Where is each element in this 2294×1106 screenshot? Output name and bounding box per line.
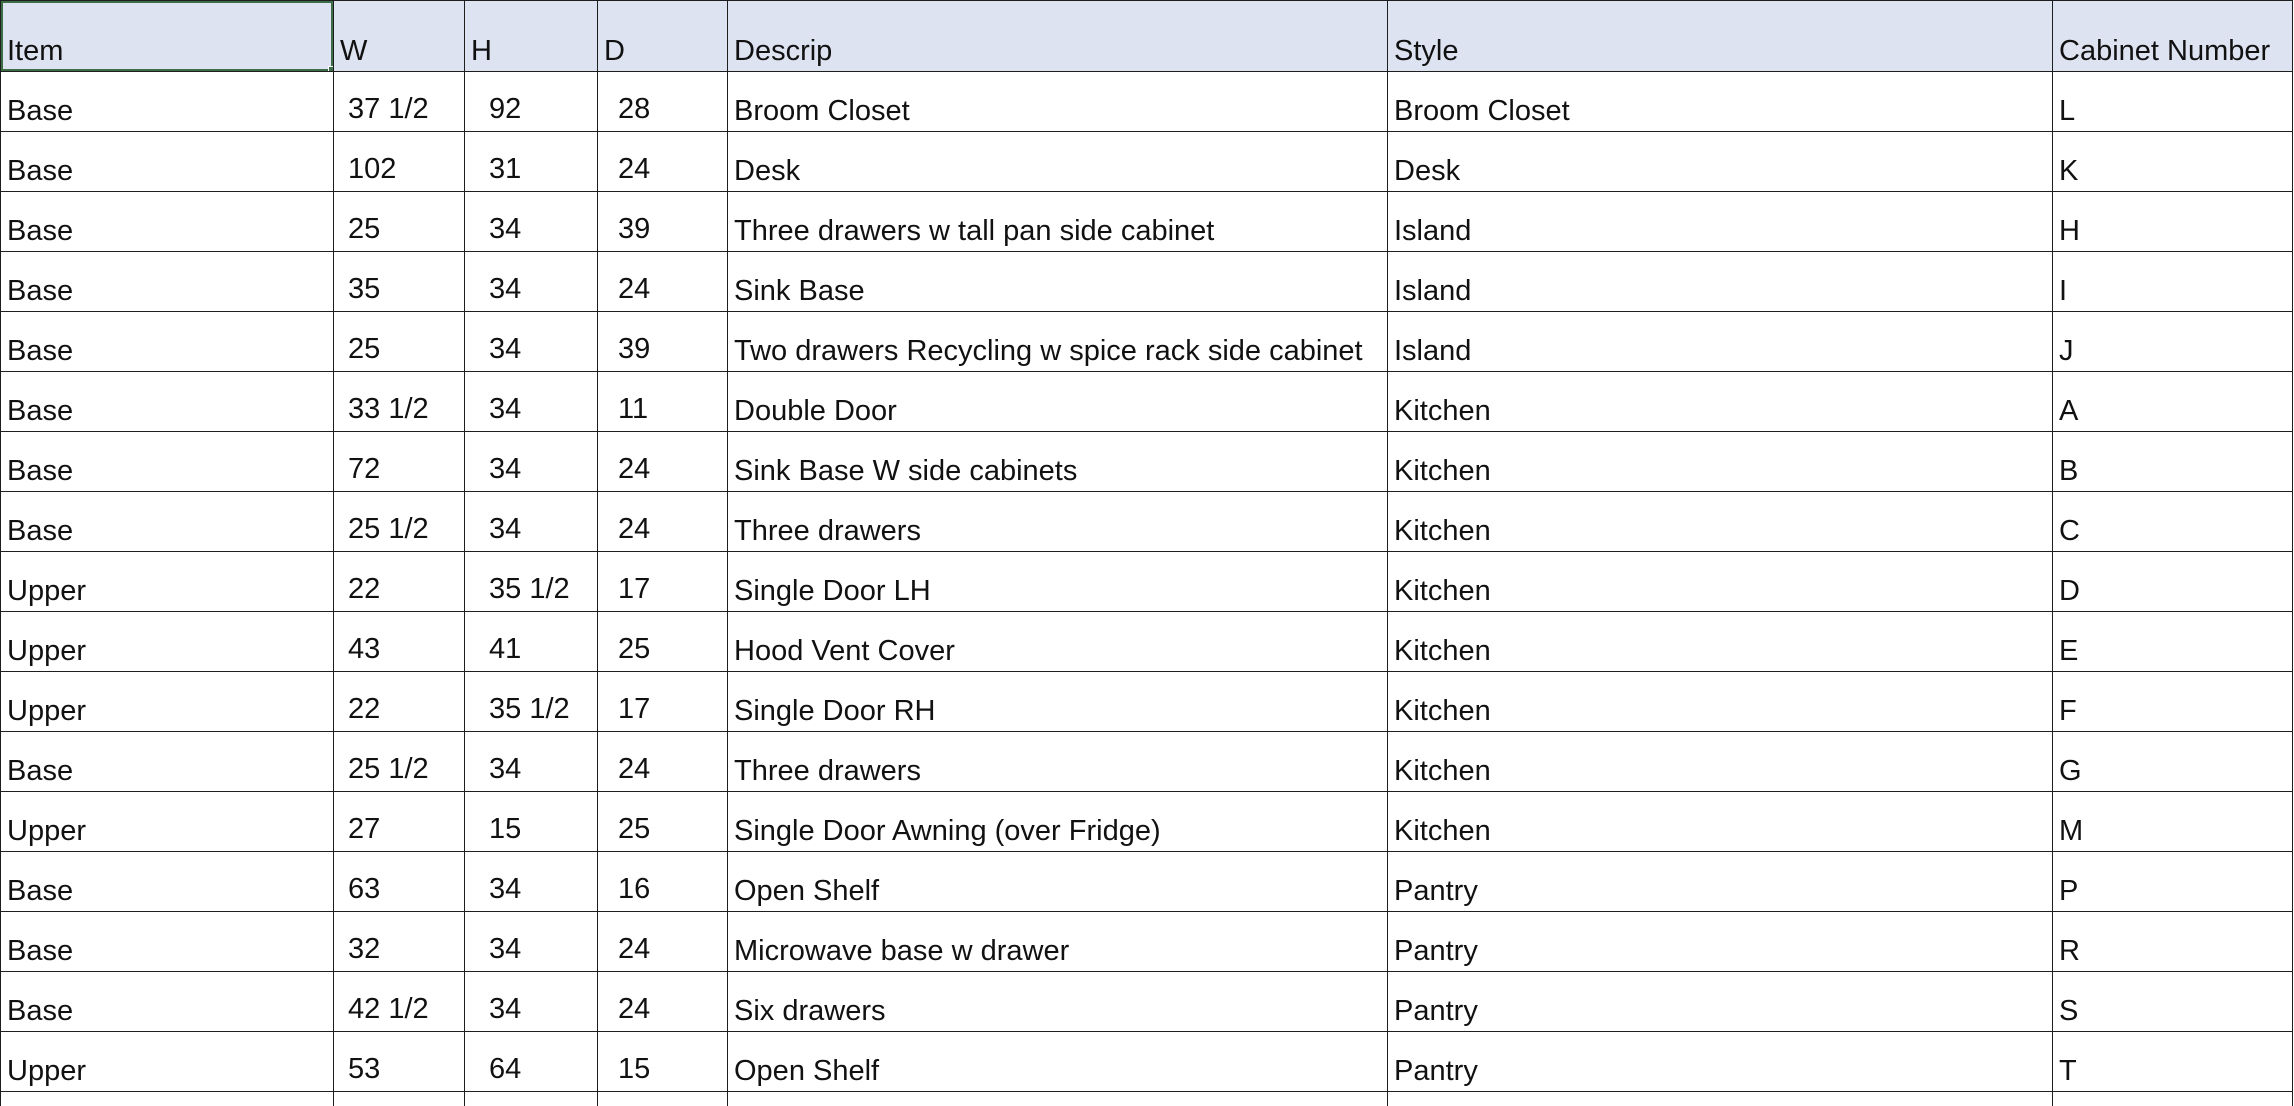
cell-value: Base bbox=[7, 852, 333, 911]
cell-cabinet-number[interactable] bbox=[2053, 72, 2293, 132]
cell-value: Pantry bbox=[1394, 1032, 2052, 1091]
cell-value: Base bbox=[7, 732, 333, 791]
cell-value: Three drawers w tall pan side cabinet bbox=[734, 192, 1387, 251]
empty-cell[interactable] bbox=[728, 1092, 1388, 1106]
cell-value: Kitchen bbox=[1394, 432, 2052, 491]
cell-value: Pantry bbox=[1394, 972, 2052, 1031]
cell-value: Base bbox=[7, 252, 333, 311]
cell-h[interactable] bbox=[465, 1032, 598, 1092]
header-cell-descrip[interactable] bbox=[728, 1, 1388, 72]
cell-style[interactable] bbox=[1388, 792, 2053, 852]
cell-value: 17 bbox=[598, 672, 727, 731]
cell-item[interactable] bbox=[1, 372, 334, 432]
cell-style[interactable] bbox=[1388, 612, 2053, 672]
table-row bbox=[1, 1032, 2293, 1092]
cell-value: 34 bbox=[465, 432, 597, 491]
empty-cell[interactable] bbox=[465, 1092, 598, 1106]
cell-style[interactable] bbox=[1388, 132, 2053, 192]
cell-descrip[interactable] bbox=[728, 432, 1388, 492]
cell-value: K bbox=[2059, 132, 2292, 191]
table-body bbox=[1, 1, 2293, 1106]
cell-w[interactable] bbox=[334, 612, 465, 672]
cell-descrip[interactable] bbox=[728, 132, 1388, 192]
table-row bbox=[1, 72, 2293, 132]
cell-cabinet-number[interactable] bbox=[2053, 732, 2293, 792]
cell-value: 24 bbox=[598, 132, 727, 191]
cell-h[interactable] bbox=[465, 552, 598, 612]
empty-cell[interactable] bbox=[334, 1092, 465, 1106]
empty-cell[interactable] bbox=[1, 1092, 334, 1106]
cell-descrip[interactable] bbox=[728, 312, 1388, 372]
header-label: W bbox=[334, 1, 464, 71]
cell-descrip[interactable] bbox=[728, 972, 1388, 1032]
cell-value: A bbox=[2059, 372, 2292, 431]
cell-value: Island bbox=[1394, 312, 2052, 371]
cell-value: Kitchen bbox=[1394, 792, 2052, 851]
cell-w[interactable] bbox=[334, 72, 465, 132]
cell-d[interactable] bbox=[598, 432, 728, 492]
cell-value: Single Door RH bbox=[734, 672, 1387, 731]
cell-cabinet-number[interactable] bbox=[2053, 912, 2293, 972]
cell-d[interactable] bbox=[598, 1032, 728, 1092]
cell-value: 25 1/2 bbox=[334, 732, 464, 791]
cell-w[interactable] bbox=[334, 372, 465, 432]
header-row bbox=[1, 1, 2293, 72]
cell-cabinet-number[interactable] bbox=[2053, 1032, 2293, 1092]
cell-value: S bbox=[2059, 972, 2292, 1031]
cell-value: Broom Closet bbox=[1394, 72, 2052, 131]
cell-value: C bbox=[2059, 492, 2292, 551]
cell-value: Pantry bbox=[1394, 912, 2052, 971]
cell-value: Upper bbox=[7, 612, 333, 671]
cell-value: Six drawers bbox=[734, 972, 1387, 1031]
cell-value: 35 1/2 bbox=[465, 672, 597, 731]
cell-h[interactable] bbox=[465, 132, 598, 192]
table-row bbox=[1, 492, 2293, 552]
cell-w[interactable] bbox=[334, 732, 465, 792]
cell-w[interactable] bbox=[334, 852, 465, 912]
table-row bbox=[1, 192, 2293, 252]
cell-value: 37 1/2 bbox=[334, 72, 464, 131]
cell-d[interactable] bbox=[598, 312, 728, 372]
cell-value: E bbox=[2059, 612, 2292, 671]
cell-style[interactable] bbox=[1388, 972, 2053, 1032]
cell-value: 27 bbox=[334, 792, 464, 851]
cell-value: 34 bbox=[465, 372, 597, 431]
cell-value: Pantry bbox=[1394, 852, 2052, 911]
cell-value: Desk bbox=[1394, 132, 2052, 191]
cell-item[interactable] bbox=[1, 852, 334, 912]
cell-d[interactable] bbox=[598, 672, 728, 732]
empty-cell[interactable] bbox=[1388, 1092, 2053, 1106]
cell-h[interactable] bbox=[465, 612, 598, 672]
cell-value: 33 1/2 bbox=[334, 372, 464, 431]
header-label: Style bbox=[1388, 1, 2052, 71]
cell-value: Island bbox=[1394, 192, 2052, 251]
cell-value: 92 bbox=[465, 72, 597, 131]
cell-cabinet-number[interactable] bbox=[2053, 252, 2293, 312]
cell-d[interactable] bbox=[598, 552, 728, 612]
cell-value: Single Door LH bbox=[734, 552, 1387, 611]
table-row bbox=[1, 552, 2293, 612]
cell-h[interactable] bbox=[465, 852, 598, 912]
cell-value: Kitchen bbox=[1394, 492, 2052, 551]
cell-w[interactable] bbox=[334, 792, 465, 852]
cell-value: Base bbox=[7, 972, 333, 1031]
cell-value: Open Shelf bbox=[734, 1032, 1387, 1091]
cell-h[interactable] bbox=[465, 672, 598, 732]
cell-value: 25 bbox=[334, 192, 464, 251]
cell-value: 63 bbox=[334, 852, 464, 911]
header-cell-cabinet-number[interactable] bbox=[2053, 1, 2293, 72]
cell-value: 22 bbox=[334, 672, 464, 731]
cell-cabinet-number[interactable] bbox=[2053, 432, 2293, 492]
cell-value: Base bbox=[7, 132, 333, 191]
cell-value: Kitchen bbox=[1394, 552, 2052, 611]
cell-item[interactable] bbox=[1, 912, 334, 972]
cell-style[interactable] bbox=[1388, 492, 2053, 552]
header-cell-d[interactable] bbox=[598, 1, 728, 72]
cell-item[interactable] bbox=[1, 252, 334, 312]
cell-h[interactable] bbox=[465, 492, 598, 552]
cell-descrip[interactable] bbox=[728, 732, 1388, 792]
header-cell-w[interactable] bbox=[334, 1, 465, 72]
cell-value: 34 bbox=[465, 192, 597, 251]
table-row bbox=[1, 312, 2293, 372]
cell-style[interactable] bbox=[1388, 252, 2053, 312]
header-cell-style[interactable] bbox=[1388, 1, 2053, 72]
cell-style[interactable] bbox=[1388, 912, 2053, 972]
cell-value: M bbox=[2059, 792, 2292, 851]
cell-cabinet-number[interactable] bbox=[2053, 132, 2293, 192]
cell-value: F bbox=[2059, 672, 2292, 731]
cell-item[interactable] bbox=[1, 312, 334, 372]
cell-value: 34 bbox=[465, 972, 597, 1031]
cell-w[interactable] bbox=[334, 552, 465, 612]
cell-d[interactable] bbox=[598, 132, 728, 192]
cell-value: 25 bbox=[334, 312, 464, 371]
cell-value: Double Door bbox=[734, 372, 1387, 431]
cell-descrip[interactable] bbox=[728, 72, 1388, 132]
cell-d[interactable] bbox=[598, 972, 728, 1032]
cell-value: 16 bbox=[598, 852, 727, 911]
table-row bbox=[1, 432, 2293, 492]
cell-value: 72 bbox=[334, 432, 464, 491]
cell-value: Base bbox=[7, 432, 333, 491]
cell-d[interactable] bbox=[598, 72, 728, 132]
cell-w[interactable] bbox=[334, 252, 465, 312]
cell-w[interactable] bbox=[334, 132, 465, 192]
cell-value: Base bbox=[7, 912, 333, 971]
cell-value: Base bbox=[7, 372, 333, 431]
cell-value: I bbox=[2059, 252, 2292, 311]
cell-item[interactable] bbox=[1, 192, 334, 252]
cell-value: 39 bbox=[598, 312, 727, 371]
cell-style[interactable] bbox=[1388, 732, 2053, 792]
cell-value: 15 bbox=[598, 1032, 727, 1091]
cell-value: G bbox=[2059, 732, 2292, 791]
cell-value: Three drawers bbox=[734, 492, 1387, 551]
cell-value: Hood Vent Cover bbox=[734, 612, 1387, 671]
cell-value: Kitchen bbox=[1394, 372, 2052, 431]
cell-w[interactable] bbox=[334, 312, 465, 372]
cell-value: 42 1/2 bbox=[334, 972, 464, 1031]
cell-descrip[interactable] bbox=[728, 672, 1388, 732]
cell-value: Upper bbox=[7, 792, 333, 851]
cell-value: Two drawers Recycling w spice rack side cabinet bbox=[734, 312, 1387, 371]
header-label: Item bbox=[1, 1, 333, 71]
cell-value: Kitchen bbox=[1394, 732, 2052, 791]
cell-value: J bbox=[2059, 312, 2292, 371]
cell-w[interactable] bbox=[334, 492, 465, 552]
cell-item[interactable] bbox=[1, 132, 334, 192]
cell-value: Sink Base bbox=[734, 252, 1387, 311]
cell-d[interactable] bbox=[598, 252, 728, 312]
cell-h[interactable] bbox=[465, 432, 598, 492]
cell-value: 41 bbox=[465, 612, 597, 671]
cell-descrip[interactable] bbox=[728, 552, 1388, 612]
cell-cabinet-number[interactable] bbox=[2053, 492, 2293, 552]
cell-value: 39 bbox=[598, 192, 727, 251]
cell-descrip[interactable] bbox=[728, 792, 1388, 852]
cell-value: 31 bbox=[465, 132, 597, 191]
header-cell-item[interactable] bbox=[1, 1, 334, 72]
table-row bbox=[1, 792, 2293, 852]
cell-value: 35 1/2 bbox=[465, 552, 597, 611]
cell-value: Kitchen bbox=[1394, 612, 2052, 671]
cell-value: 24 bbox=[598, 432, 727, 491]
cell-d[interactable] bbox=[598, 732, 728, 792]
cell-value: D bbox=[2059, 552, 2292, 611]
cell-value: 32 bbox=[334, 912, 464, 971]
cell-value: 17 bbox=[598, 552, 727, 611]
cell-style[interactable] bbox=[1388, 552, 2053, 612]
cell-value: 64 bbox=[465, 1032, 597, 1091]
cell-d[interactable] bbox=[598, 852, 728, 912]
cell-item[interactable] bbox=[1, 492, 334, 552]
cell-descrip[interactable] bbox=[728, 252, 1388, 312]
cell-h[interactable] bbox=[465, 192, 598, 252]
cell-descrip[interactable] bbox=[728, 1032, 1388, 1092]
cell-value: 34 bbox=[465, 912, 597, 971]
cell-d[interactable] bbox=[598, 792, 728, 852]
cell-cabinet-number[interactable] bbox=[2053, 792, 2293, 852]
cell-style[interactable] bbox=[1388, 72, 2053, 132]
cell-value: 24 bbox=[598, 252, 727, 311]
cell-descrip[interactable] bbox=[728, 492, 1388, 552]
cell-value: Base bbox=[7, 192, 333, 251]
cell-h[interactable] bbox=[465, 972, 598, 1032]
cell-value: Open Shelf bbox=[734, 852, 1387, 911]
cell-style[interactable] bbox=[1388, 312, 2053, 372]
cell-h[interactable] bbox=[465, 72, 598, 132]
cell-item[interactable] bbox=[1, 612, 334, 672]
table-row bbox=[1, 852, 2293, 912]
cell-h[interactable] bbox=[465, 912, 598, 972]
cell-value: Microwave base w drawer bbox=[734, 912, 1387, 971]
header-label: H bbox=[465, 1, 597, 71]
cell-h[interactable] bbox=[465, 312, 598, 372]
cell-value: T bbox=[2059, 1032, 2292, 1091]
cell-style[interactable] bbox=[1388, 672, 2053, 732]
cell-value: L bbox=[2059, 72, 2292, 131]
cell-item[interactable] bbox=[1, 72, 334, 132]
cell-w[interactable] bbox=[334, 912, 465, 972]
cell-value: Upper bbox=[7, 552, 333, 611]
cell-w[interactable] bbox=[334, 672, 465, 732]
cell-h[interactable] bbox=[465, 732, 598, 792]
cell-value: Sink Base W side cabinets bbox=[734, 432, 1387, 491]
cell-style[interactable] bbox=[1388, 432, 2053, 492]
fill-handle[interactable] bbox=[328, 66, 334, 72]
header-label: D bbox=[598, 1, 727, 71]
table-row bbox=[1, 732, 2293, 792]
cell-cabinet-number[interactable] bbox=[2053, 372, 2293, 432]
cell-cabinet-number[interactable] bbox=[2053, 612, 2293, 672]
cell-d[interactable] bbox=[598, 372, 728, 432]
cell-item[interactable] bbox=[1, 552, 334, 612]
cell-value: Broom Closet bbox=[734, 72, 1387, 131]
cell-value: Base bbox=[7, 492, 333, 551]
cell-style[interactable] bbox=[1388, 1032, 2053, 1092]
cell-w[interactable] bbox=[334, 192, 465, 252]
cell-value: 34 bbox=[465, 732, 597, 791]
cell-descrip[interactable] bbox=[728, 852, 1388, 912]
table-row-partial bbox=[1, 1092, 2293, 1106]
cell-descrip[interactable] bbox=[728, 192, 1388, 252]
cell-d[interactable] bbox=[598, 192, 728, 252]
cell-value: 25 bbox=[598, 792, 727, 851]
cell-value: Desk bbox=[734, 132, 1387, 191]
cell-style[interactable] bbox=[1388, 192, 2053, 252]
cell-value: 35 bbox=[334, 252, 464, 311]
empty-cell[interactable] bbox=[598, 1092, 728, 1106]
cell-value: 24 bbox=[598, 732, 727, 791]
cell-value: 34 bbox=[465, 852, 597, 911]
cell-value: 11 bbox=[598, 372, 727, 431]
cell-cabinet-number[interactable] bbox=[2053, 852, 2293, 912]
cell-value: 22 bbox=[334, 552, 464, 611]
cell-descrip[interactable] bbox=[728, 612, 1388, 672]
table-row bbox=[1, 612, 2293, 672]
cell-w[interactable] bbox=[334, 972, 465, 1032]
cell-value: Three drawers bbox=[734, 732, 1387, 791]
cell-cabinet-number[interactable] bbox=[2053, 972, 2293, 1032]
table-row bbox=[1, 972, 2293, 1032]
cell-value: Island bbox=[1394, 252, 2052, 311]
header-label: Cabinet Number bbox=[2053, 1, 2292, 71]
cell-value: Base bbox=[7, 72, 333, 131]
cell-style[interactable] bbox=[1388, 372, 2053, 432]
header-cell-h[interactable] bbox=[465, 1, 598, 72]
cell-value: 15 bbox=[465, 792, 597, 851]
table-row bbox=[1, 132, 2293, 192]
cell-cabinet-number[interactable] bbox=[2053, 552, 2293, 612]
cell-value: 28 bbox=[598, 72, 727, 131]
cell-value: 34 bbox=[465, 312, 597, 371]
cell-d[interactable] bbox=[598, 612, 728, 672]
table-row bbox=[1, 912, 2293, 972]
table-row bbox=[1, 252, 2293, 312]
cell-d[interactable] bbox=[598, 492, 728, 552]
cell-value: Upper bbox=[7, 672, 333, 731]
cell-h[interactable] bbox=[465, 792, 598, 852]
cell-item[interactable] bbox=[1, 432, 334, 492]
cell-item[interactable] bbox=[1, 732, 334, 792]
cell-d[interactable] bbox=[598, 912, 728, 972]
cell-descrip[interactable] bbox=[728, 912, 1388, 972]
cell-value: Base bbox=[7, 312, 333, 371]
cell-value: 24 bbox=[598, 492, 727, 551]
cell-h[interactable] bbox=[465, 372, 598, 432]
cell-value: 25 1/2 bbox=[334, 492, 464, 551]
cell-value: 24 bbox=[598, 912, 727, 971]
cell-value: Kitchen bbox=[1394, 672, 2052, 731]
cell-cabinet-number[interactable] bbox=[2053, 192, 2293, 252]
table-row bbox=[1, 672, 2293, 732]
empty-cell[interactable] bbox=[2053, 1092, 2293, 1106]
cell-cabinet-number[interactable] bbox=[2053, 312, 2293, 372]
cell-value: R bbox=[2059, 912, 2292, 971]
cell-cabinet-number[interactable] bbox=[2053, 672, 2293, 732]
cell-value: 24 bbox=[598, 972, 727, 1031]
cell-style[interactable] bbox=[1388, 852, 2053, 912]
cell-value: Upper bbox=[7, 1032, 333, 1091]
cell-descrip[interactable] bbox=[728, 372, 1388, 432]
cell-item[interactable] bbox=[1, 972, 334, 1032]
cell-value: B bbox=[2059, 432, 2292, 491]
cell-value: 34 bbox=[465, 492, 597, 551]
cell-item[interactable] bbox=[1, 1032, 334, 1092]
cell-value: 34 bbox=[465, 252, 597, 311]
cell-value: H bbox=[2059, 192, 2292, 251]
cell-value: 43 bbox=[334, 612, 464, 671]
cell-w[interactable] bbox=[334, 432, 465, 492]
cell-item[interactable] bbox=[1, 792, 334, 852]
cell-value: P bbox=[2059, 852, 2292, 911]
cell-h[interactable] bbox=[465, 252, 598, 312]
cell-w[interactable] bbox=[334, 1032, 465, 1092]
table-row bbox=[1, 372, 2293, 432]
header-label: Descrip bbox=[728, 1, 1387, 71]
cell-value: 25 bbox=[598, 612, 727, 671]
cell-value: 102 bbox=[334, 132, 464, 191]
cell-value: Single Door Awning (over Fridge) bbox=[734, 792, 1387, 851]
cell-item[interactable] bbox=[1, 672, 334, 732]
cell-value: 53 bbox=[334, 1032, 464, 1091]
